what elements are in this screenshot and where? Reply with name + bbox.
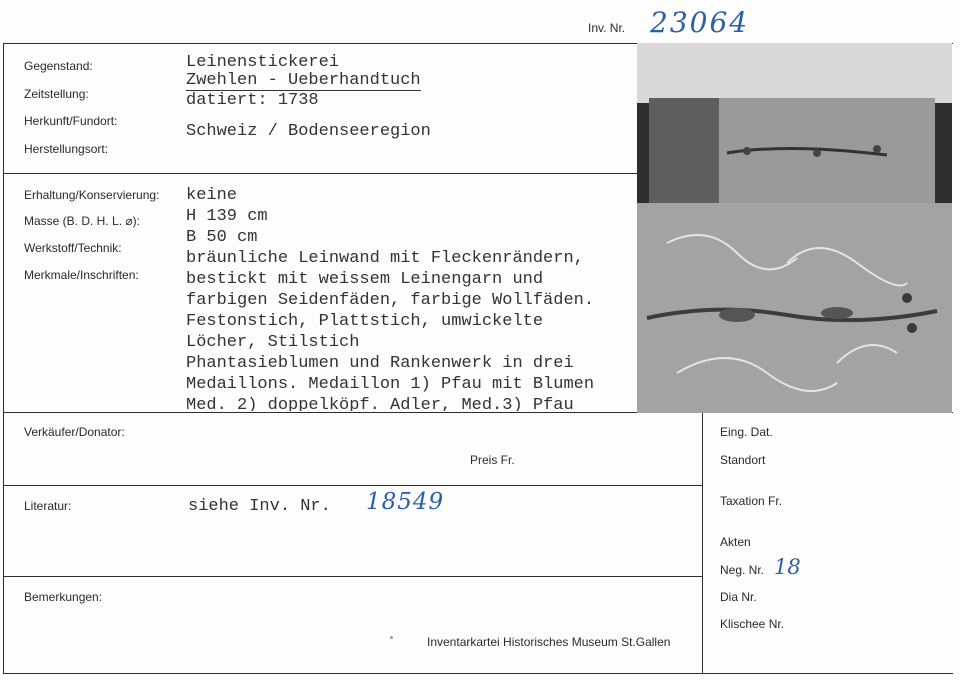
border-left — [3, 43, 4, 673]
inv-nr-label: Inv. Nr. — [588, 21, 626, 35]
akten-label: Akten — [720, 535, 751, 549]
divider-donor — [3, 485, 703, 486]
inv-number: 23064 — [650, 6, 750, 39]
footer-museum: Inventarkartei Historisches Museum St.Gallen — [427, 635, 671, 649]
object-subtitle: Zwehlen - Ueberhandtuch — [186, 71, 421, 90]
literatur-ref-number: 18549 — [366, 489, 445, 515]
preis-label: Preis Fr. — [470, 453, 515, 467]
divider-right-panel — [702, 412, 703, 673]
detail-line: Festonstich, Plattstich, umwickelte — [186, 312, 544, 331]
werkstoff-label: Werkstoff/Technik: — [24, 241, 122, 255]
object-title: Leinenstickerei — [186, 53, 340, 72]
eing-dat-label: Eing. Dat. — [720, 425, 773, 439]
detail-line: Medaillons. Medaillon 1) Pfau mit Blumen — [186, 375, 595, 394]
object-date: datiert: 1738 — [186, 91, 319, 110]
gegenstand-label: Gegenstand: — [24, 59, 93, 73]
neg-number: 18 — [774, 555, 801, 579]
bemerkungen-label: Bemerkungen: — [24, 590, 103, 604]
literatur-text: siehe Inv. Nr. — [188, 497, 331, 516]
zeitstellung-label: Zeitstellung: — [24, 87, 89, 101]
detail-line: Phantasieblumen und Rankenwerk in drei — [186, 354, 574, 373]
taxation-label: Taxation Fr. — [720, 494, 783, 508]
divider-literatur — [3, 576, 703, 577]
detail-line: bestickt mit weissem Leinengarn und — [186, 270, 544, 289]
erhaltung-label: Erhaltung/Konservierung: — [24, 188, 160, 202]
object-origin: Schweiz / Bodenseeregion — [186, 122, 431, 141]
detail-line: Med. 2) doppelköpf. Adler, Med.3) Pfau — [186, 396, 574, 411]
detail-line: farbigen Seidenfäden, farbige Wollfäden. — [186, 291, 595, 310]
klischee-nr-label: Klischee Nr. — [720, 617, 785, 631]
detail-line: keine — [186, 186, 238, 205]
detail-line: B 50 cm — [186, 228, 258, 247]
details-text — [186, 185, 636, 411]
photograph-image — [637, 43, 952, 413]
object-photograph — [637, 43, 952, 413]
divider-object — [3, 173, 637, 174]
divider-bottom — [3, 673, 953, 674]
verkaeufer-label: Verkäufer/Donator: — [24, 425, 125, 439]
detail-line: Löcher, Stilstich — [186, 333, 360, 352]
merkmale-label: Merkmale/Inschriften: — [24, 268, 139, 282]
masse-label: Masse (B. D. H. L. ⌀): — [24, 214, 140, 228]
literatur-label: Literatur: — [24, 499, 72, 513]
detail-line: H 139 cm — [186, 207, 268, 226]
neg-nr-label: Neg. Nr. — [720, 563, 765, 577]
standort-label: Standort — [720, 453, 766, 467]
detail-line: bräunliche Leinwand mit Fleckenrändern, — [186, 249, 584, 268]
dia-nr-label: Dia Nr. — [720, 590, 757, 604]
herstellungsort-label: Herstellungsort: — [24, 142, 109, 156]
dot-mark — [390, 636, 393, 639]
herkunft-label: Herkunft/Fundort: — [24, 114, 118, 128]
